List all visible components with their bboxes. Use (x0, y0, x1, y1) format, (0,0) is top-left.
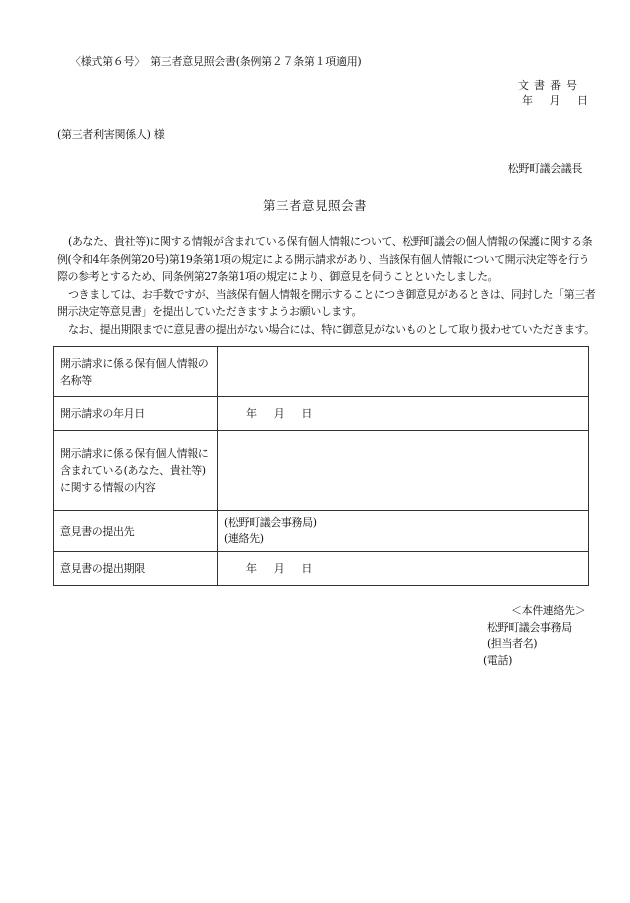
table-row (54, 511, 589, 552)
form-number-label: 〈様式第６号〉 第三者意見照会書(条例第２７条第１項適用) (70, 55, 362, 68)
row-value-info-content (218, 431, 589, 511)
row-value-info-name (218, 347, 589, 397)
row-label-submit-to: 意見書の提出先 (54, 511, 218, 552)
contact-block (483, 603, 585, 669)
body-paragraph: (あなた、貴社等)に関する情報が含まれている保有個人情報について、松野町議会の個人情報の保護に関する条例(令和4年条例第20号)第19条第1項の規定による開示請求があり、当該保有個人情報について開示決定等を行う際の参考とするため、同条例第27条第1項の規定により、御意見を伺うことといたしました。 (57, 235, 593, 283)
addressee: (第三者利害関係人) 様 (57, 128, 165, 141)
row-label-request-date: 開示請求の年月日 (54, 397, 218, 431)
row-label-info-content: 開示請求に係る保有個人情報に含まれている(あなた、貴社等)に関する情報の内容 (54, 431, 218, 511)
sender: 松野町議会議長 (507, 162, 582, 175)
contact-phone: (電話) (483, 653, 512, 667)
document-date: 年 月 日 (522, 94, 588, 107)
body-text (57, 233, 597, 338)
body-paragraph: なお、提出期限までに意見書の提出がない場合には、特に御意見がないものとして取り扱わせていただきます。 (68, 322, 595, 336)
table-row (54, 431, 589, 511)
table-row (54, 397, 589, 431)
table-row (54, 552, 589, 586)
contact-person: (担当者名) (487, 637, 538, 650)
table-row (54, 347, 589, 397)
row-label-info-name: 開示請求に係る保有個人情報の名称等 (54, 347, 218, 397)
body-paragraph: つきましては、お手数ですが、当該保有個人情報を開示することにつき御意見があるときは、同封した「第三者開示決定等意見書」を提出していただきますようお願いします。 (57, 287, 596, 318)
submit-office: (松野町議会事務局) (224, 516, 317, 529)
row-value-deadline: 年 月 日 (218, 552, 589, 586)
contact-office: 松野町議会事務局 (487, 620, 572, 634)
row-value-submit-to (218, 511, 589, 552)
submit-contact: (連絡先) (224, 532, 264, 545)
document-number: 文書番号 (518, 79, 582, 92)
contact-heading: ＜本件連絡先＞ (511, 604, 586, 617)
row-label-deadline: 意見書の提出期限 (54, 552, 218, 586)
info-table (53, 346, 589, 586)
document-title: 第三者意見照会書 (262, 198, 367, 213)
row-value-request-date: 年 月 日 (218, 397, 589, 431)
